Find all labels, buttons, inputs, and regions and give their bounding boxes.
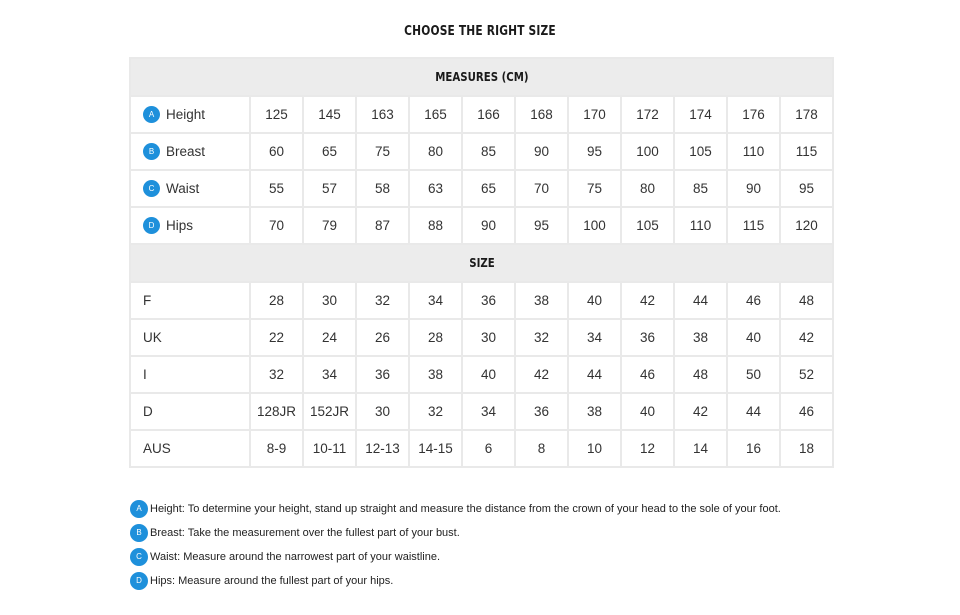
size-value-cell: 44	[674, 282, 727, 319]
measure-value-cell: 63	[409, 170, 462, 207]
size-system-label: I	[130, 356, 250, 393]
measure-value-cell: 110	[674, 207, 727, 244]
measure-value-cell: 163	[356, 96, 409, 133]
measure-value-cell: 120	[780, 207, 833, 244]
size-value-cell: 22	[250, 319, 303, 356]
size-row-aus	[130, 430, 833, 467]
size-chart-table	[129, 57, 834, 468]
note-text: Hips: Measure around the fullest part of your hips.	[150, 575, 394, 587]
size-value-cell: 46	[621, 356, 674, 393]
size-value-cell: 32	[250, 356, 303, 393]
size-value-cell: 44	[568, 356, 621, 393]
size-value-cell: 40	[462, 356, 515, 393]
size-system-label: D	[130, 393, 250, 430]
measure-value-cell: 79	[303, 207, 356, 244]
measure-value-cell: 65	[303, 133, 356, 170]
measure-value-cell: 90	[462, 207, 515, 244]
note-text: Height: To determine your height, stand up straight and measure the distance from the crown of your head to the sole of your foot.	[150, 503, 781, 515]
size-header: SIZE	[468, 256, 495, 270]
measure-value-cell: 105	[674, 133, 727, 170]
badge-a-icon: A	[130, 500, 148, 518]
size-value-cell: 38	[409, 356, 462, 393]
size-value-cell: 50	[727, 356, 780, 393]
measure-value-cell: 166	[462, 96, 515, 133]
size-value-cell: 34	[568, 319, 621, 356]
size-value-cell: 34	[303, 356, 356, 393]
size-value-cell: 42	[621, 282, 674, 319]
note-text: Waist: Measure around the narrowest part of your waistline.	[150, 551, 441, 563]
measure-value-cell: 170	[568, 96, 621, 133]
size-value-cell: 30	[462, 319, 515, 356]
measure-row-hips	[130, 207, 833, 244]
badge-c-icon: C	[130, 548, 148, 566]
measure-value-cell: 65	[462, 170, 515, 207]
size-value-cell: 42	[515, 356, 568, 393]
size-value-cell: 152JR	[303, 393, 356, 430]
size-value-cell: 14-15	[409, 430, 462, 467]
measure-value-cell: 55	[250, 170, 303, 207]
measure-value-cell: 165	[409, 96, 462, 133]
size-value-cell: 42	[780, 319, 833, 356]
page-title: CHOOSE THE RIGHT SIZE	[404, 24, 556, 39]
measure-label: Hips	[166, 218, 194, 233]
size-value-cell: 38	[568, 393, 621, 430]
measure-value-cell: 70	[250, 207, 303, 244]
badge-b-icon: B	[130, 524, 148, 542]
measure-value-cell: 58	[356, 170, 409, 207]
size-value-cell: 38	[515, 282, 568, 319]
measure-label: Waist	[166, 181, 200, 196]
size-value-cell: 26	[356, 319, 409, 356]
size-value-cell: 32	[356, 282, 409, 319]
size-value-cell: 36	[621, 319, 674, 356]
note-item	[130, 497, 910, 521]
measure-value-cell: 105	[621, 207, 674, 244]
measure-label-cell	[130, 96, 250, 133]
size-value-cell: 28	[409, 319, 462, 356]
size-value-cell: 32	[409, 393, 462, 430]
size-value-cell: 16	[727, 430, 780, 467]
measure-row-waist	[130, 170, 833, 207]
size-value-cell: 18	[780, 430, 833, 467]
note-item	[130, 545, 910, 569]
note-item	[130, 521, 910, 545]
measure-value-cell: 174	[674, 96, 727, 133]
size-value-cell: 12-13	[356, 430, 409, 467]
note-item	[130, 569, 910, 593]
size-value-cell: 6	[462, 430, 515, 467]
measure-value-cell: 110	[727, 133, 780, 170]
measure-value-cell: 80	[621, 170, 674, 207]
measure-value-cell: 125	[250, 96, 303, 133]
size-value-cell: 32	[515, 319, 568, 356]
size-value-cell: 48	[780, 282, 833, 319]
measure-row-height	[130, 96, 833, 133]
size-value-cell: 36	[462, 282, 515, 319]
measure-value-cell: 172	[621, 96, 674, 133]
size-value-cell: 40	[621, 393, 674, 430]
measure-value-cell: 95	[515, 207, 568, 244]
measure-value-cell: 60	[250, 133, 303, 170]
measure-value-cell: 87	[356, 207, 409, 244]
note-text: Breast: Take the measurement over the fullest part of your bust.	[150, 527, 460, 539]
measure-value-cell: 80	[409, 133, 462, 170]
size-value-cell: 38	[674, 319, 727, 356]
measure-value-cell: 100	[568, 207, 621, 244]
measure-value-cell: 90	[727, 170, 780, 207]
measure-value-cell: 95	[568, 133, 621, 170]
size-value-cell: 8-9	[250, 430, 303, 467]
measure-value-cell: 178	[780, 96, 833, 133]
size-section-header	[130, 244, 833, 282]
measure-row-breast	[130, 133, 833, 170]
measure-value-cell: 75	[356, 133, 409, 170]
size-value-cell: 52	[780, 356, 833, 393]
badge-c-icon: C	[143, 180, 160, 197]
size-value-cell: 8	[515, 430, 568, 467]
size-value-cell: 24	[303, 319, 356, 356]
size-value-cell: 44	[727, 393, 780, 430]
size-value-cell: 10	[568, 430, 621, 467]
measure-value-cell: 57	[303, 170, 356, 207]
size-value-cell: 34	[462, 393, 515, 430]
size-value-cell: 40	[727, 319, 780, 356]
size-value-cell: 36	[356, 356, 409, 393]
size-row-uk	[130, 319, 833, 356]
size-system-label: UK	[130, 319, 250, 356]
measure-value-cell: 115	[727, 207, 780, 244]
measure-label: Height	[166, 107, 206, 122]
measures-section-header	[130, 58, 833, 96]
size-value-cell: 30	[303, 282, 356, 319]
measure-value-cell: 90	[515, 133, 568, 170]
size-value-cell: 14	[674, 430, 727, 467]
size-system-label: F	[130, 282, 250, 319]
size-value-cell: 40	[568, 282, 621, 319]
measure-value-cell: 75	[568, 170, 621, 207]
measure-value-cell: 168	[515, 96, 568, 133]
measure-label-cell	[130, 133, 250, 170]
size-value-cell: 30	[356, 393, 409, 430]
measure-value-cell: 70	[515, 170, 568, 207]
measure-value-cell: 85	[674, 170, 727, 207]
measure-label: Breast	[166, 144, 206, 159]
size-value-cell: 128JR	[250, 393, 303, 430]
size-value-cell: 46	[727, 282, 780, 319]
size-row-i	[130, 356, 833, 393]
measure-value-cell: 85	[462, 133, 515, 170]
measure-value-cell: 115	[780, 133, 833, 170]
measure-value-cell: 176	[727, 96, 780, 133]
size-value-cell: 28	[250, 282, 303, 319]
measurement-notes	[130, 497, 910, 593]
badge-d-icon: D	[143, 217, 160, 234]
size-value-cell: 42	[674, 393, 727, 430]
badge-b-icon: B	[143, 143, 160, 160]
size-value-cell: 36	[515, 393, 568, 430]
measure-value-cell: 145	[303, 96, 356, 133]
size-value-cell: 48	[674, 356, 727, 393]
badge-d-icon: D	[130, 572, 148, 590]
measure-value-cell: 95	[780, 170, 833, 207]
size-system-label: AUS	[130, 430, 250, 467]
measure-label-cell	[130, 170, 250, 207]
size-row-d	[130, 393, 833, 430]
measure-value-cell: 88	[409, 207, 462, 244]
measure-label-cell	[130, 207, 250, 244]
size-row-f	[130, 282, 833, 319]
measure-value-cell: 100	[621, 133, 674, 170]
size-value-cell: 46	[780, 393, 833, 430]
size-value-cell: 12	[621, 430, 674, 467]
size-value-cell: 10-11	[303, 430, 356, 467]
size-value-cell: 34	[409, 282, 462, 319]
badge-a-icon: A	[143, 106, 160, 123]
measures-header: MEASURES (CM)	[434, 70, 529, 84]
